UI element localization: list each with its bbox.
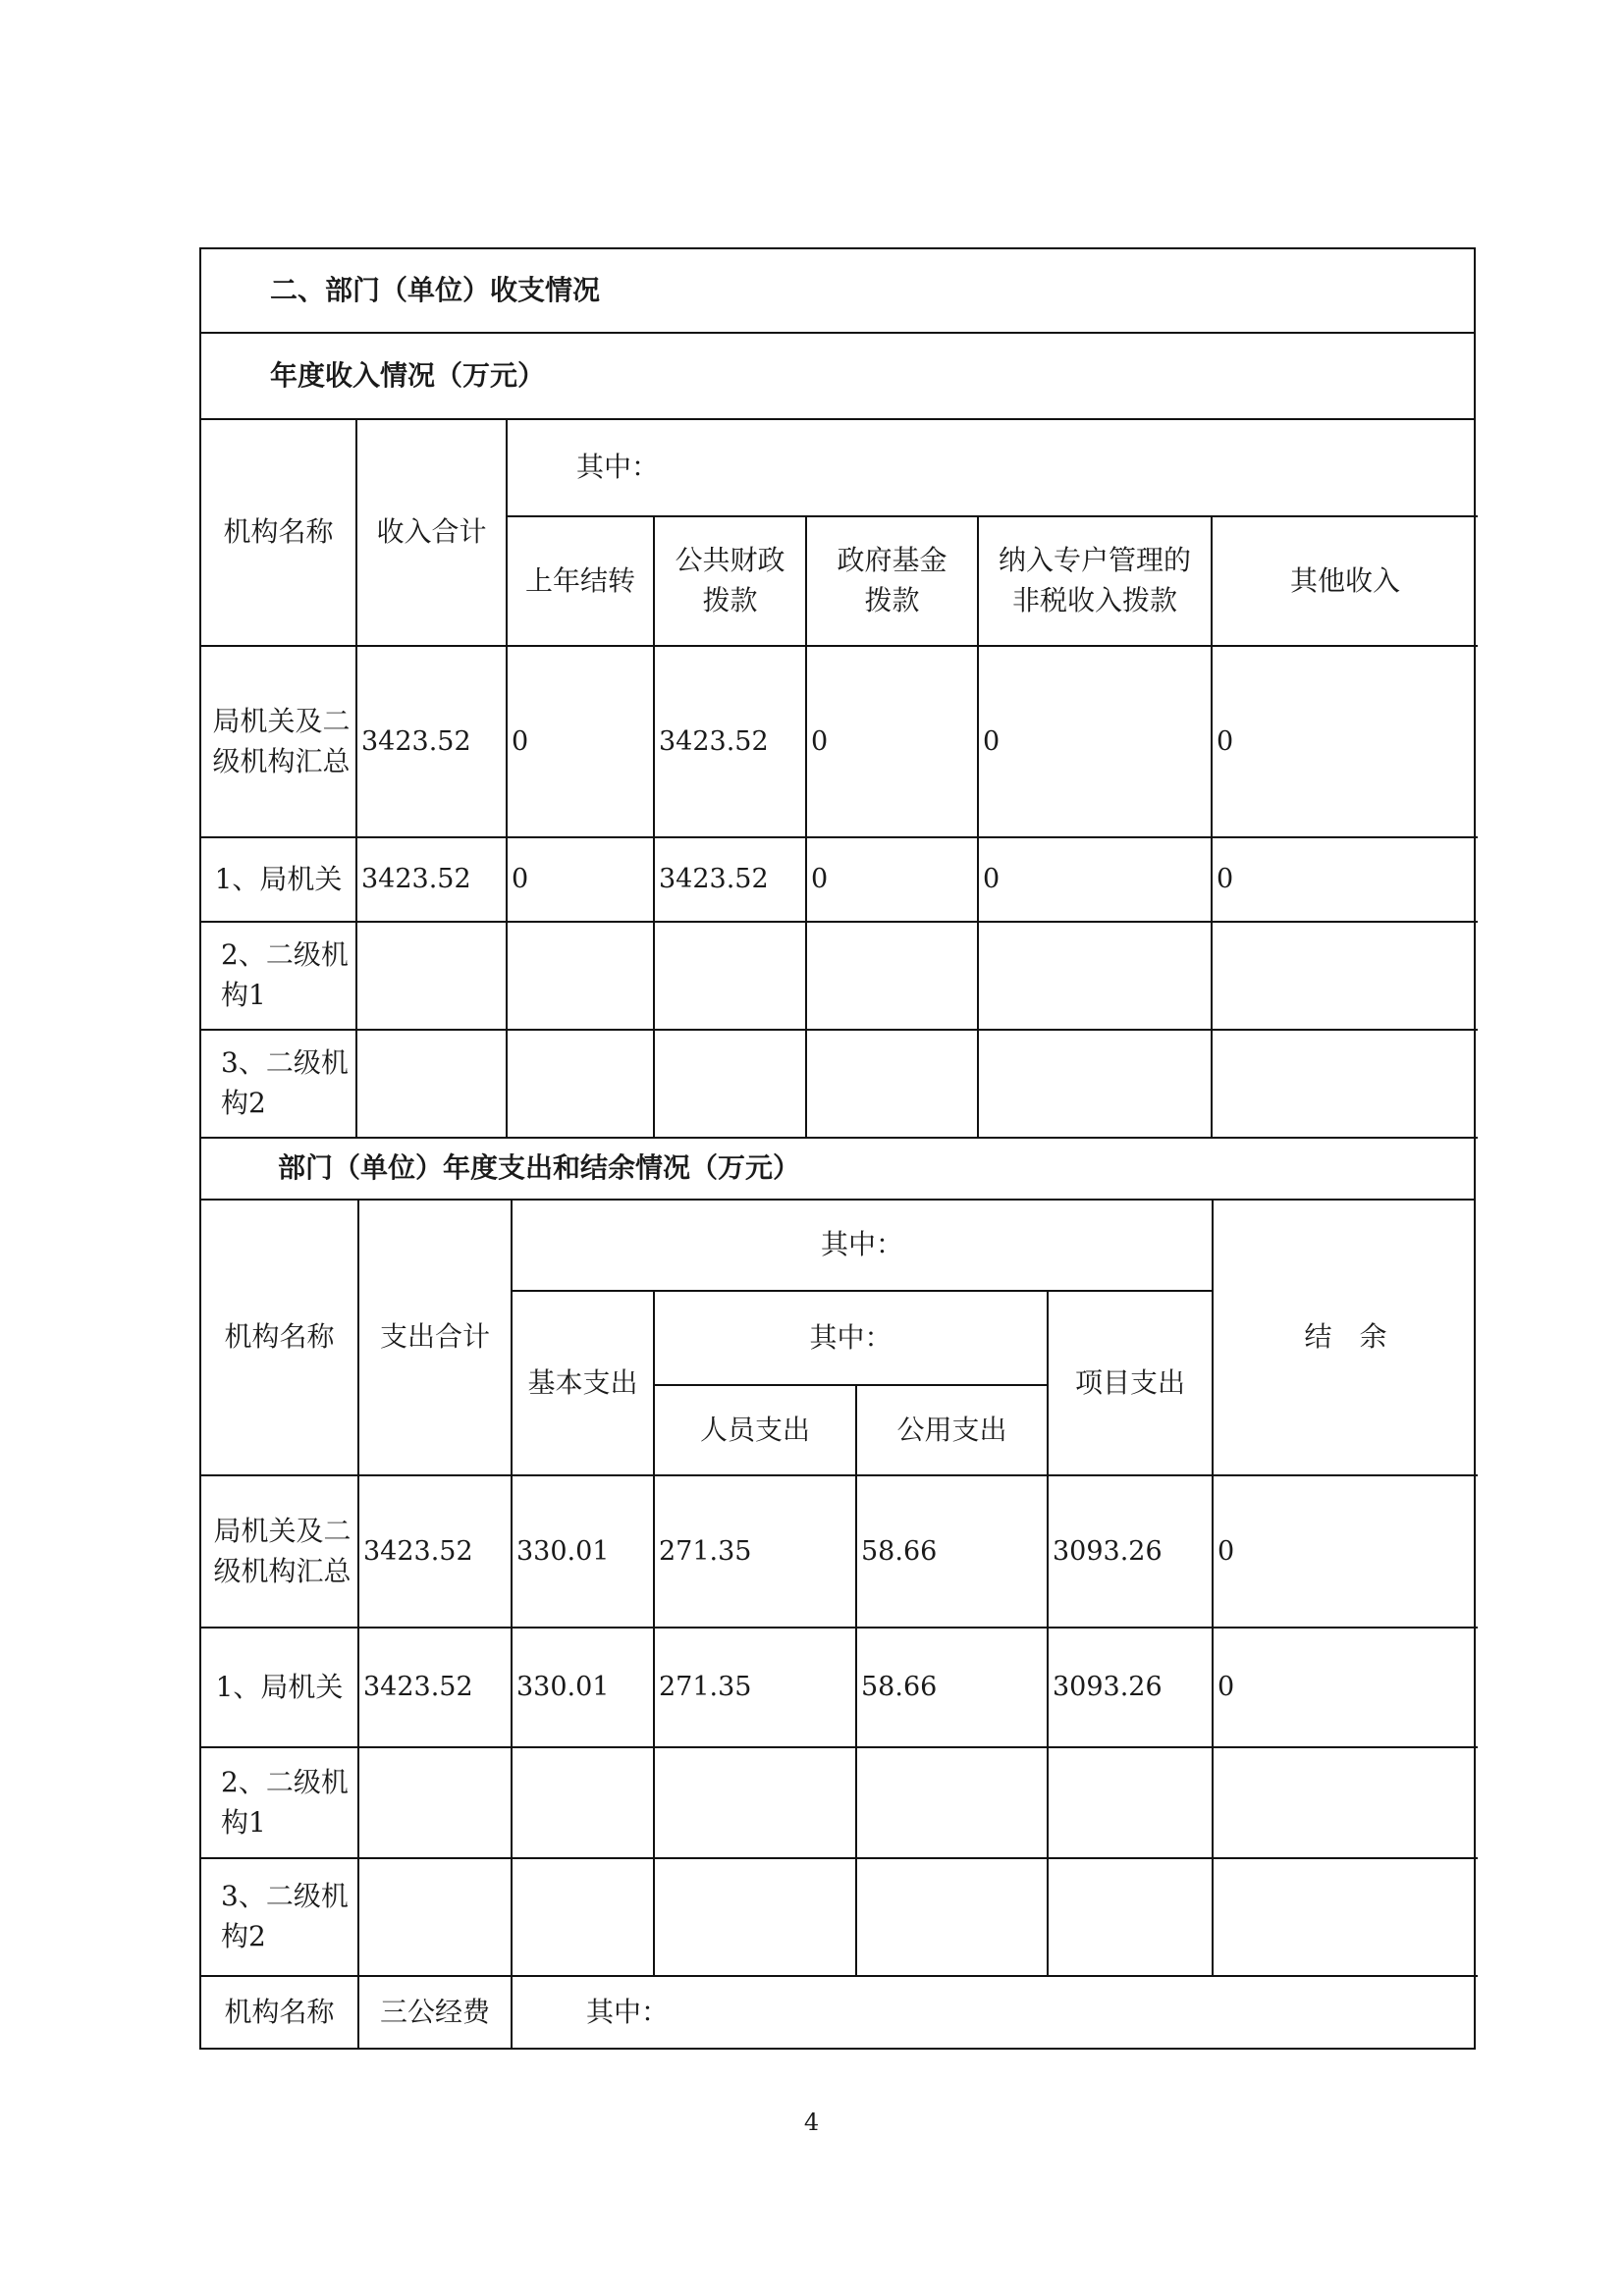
income-row-carryover: 0 xyxy=(507,837,654,922)
expense-col-of-which-2: 其中： xyxy=(654,1291,1048,1385)
expense-row-total: 3423.52 xyxy=(358,1475,512,1628)
expense-row-basic xyxy=(512,1858,654,1976)
income-col-org: 机构名称 xyxy=(201,420,356,646)
expense-row-personnel xyxy=(654,1747,856,1858)
section-title: 二、部门（单位）收支情况 xyxy=(201,249,1474,333)
section-title-table xyxy=(201,249,1474,420)
expense-row-total xyxy=(358,1747,512,1858)
expense-row-balance: 0 xyxy=(1213,1628,1478,1747)
table-row xyxy=(201,922,1478,1030)
income-row-gov-fund: 0 xyxy=(806,837,978,922)
table-row xyxy=(201,1747,1478,1858)
expense-col-total: 支出合计 xyxy=(358,1201,512,1475)
expense-row-name: 3、二级机构2 xyxy=(201,1858,358,1976)
expense-row-project: 3093.26 xyxy=(1048,1475,1213,1628)
expense-row-name: 局机关及二级机构汇总 xyxy=(201,1475,358,1628)
expense-row-basic xyxy=(512,1747,654,1858)
expense-row-public xyxy=(856,1858,1048,1976)
income-row-nontax xyxy=(978,1030,1212,1138)
income-title: 年度收入情况（万元） xyxy=(201,333,1474,419)
income-subcol-carryover: 上年结转 xyxy=(507,516,654,646)
income-col-of-which: 其中： xyxy=(507,420,1478,516)
expense-row-name: 2、二级机构1 xyxy=(201,1747,358,1858)
expense-row-public xyxy=(856,1747,1048,1858)
expense-title: 部门（单位）年度支出和结余情况（万元） xyxy=(201,1139,1474,1200)
income-row-name: 2、二级机构1 xyxy=(201,922,356,1030)
income-row-carryover: 0 xyxy=(507,646,654,837)
income-row-total: 3423.52 xyxy=(356,646,507,837)
income-row-total xyxy=(356,922,507,1030)
income-row-gov-fund: 0 xyxy=(806,646,978,837)
expense-title-table xyxy=(201,1139,1474,1201)
expense-row-balance: 0 xyxy=(1213,1475,1478,1628)
income-row-gov-fund xyxy=(806,922,978,1030)
income-row-public-finance xyxy=(654,922,806,1030)
income-row-other: 0 xyxy=(1212,837,1478,922)
sangong-table xyxy=(201,1977,1478,2048)
expense-col-public: 公用支出 xyxy=(856,1385,1048,1475)
income-subcol-other: 其他收入 xyxy=(1212,516,1478,646)
income-row-total xyxy=(356,1030,507,1138)
income-row-other: 0 xyxy=(1212,646,1478,837)
table-row xyxy=(201,1030,1478,1138)
expense-row-balance xyxy=(1213,1747,1478,1858)
expense-col-personnel: 人员支出 xyxy=(654,1385,856,1475)
expense-col-basic: 基本支出 xyxy=(512,1291,654,1475)
sangong-col-of-which: 其中： xyxy=(512,1977,1478,2048)
expense-row-public: 58.66 xyxy=(856,1475,1048,1628)
expense-row-project: 3093.26 xyxy=(1048,1628,1213,1747)
income-row-name: 3、二级机构2 xyxy=(201,1030,356,1138)
table-row xyxy=(201,1628,1478,1747)
expense-row-project xyxy=(1048,1858,1213,1976)
income-row-carryover xyxy=(507,1030,654,1138)
income-row-nontax: 0 xyxy=(978,837,1212,922)
expense-col-org: 机构名称 xyxy=(201,1201,358,1475)
income-row-total: 3423.52 xyxy=(356,837,507,922)
income-row-carryover xyxy=(507,922,654,1030)
expense-col-balance: 结 余 xyxy=(1213,1201,1478,1475)
expense-table xyxy=(201,1201,1478,1977)
sangong-col-org: 机构名称 xyxy=(201,1977,358,2048)
income-row-public-finance: 3423.52 xyxy=(654,837,806,922)
expense-row-personnel: 271.35 xyxy=(654,1628,856,1747)
income-row-other xyxy=(1212,922,1478,1030)
expense-row-name: 1、局机关 xyxy=(201,1628,358,1747)
table-row xyxy=(201,1858,1478,1976)
income-row-gov-fund xyxy=(806,1030,978,1138)
page-number: 4 xyxy=(803,2109,820,2136)
income-row-other xyxy=(1212,1030,1478,1138)
income-row-nontax xyxy=(978,922,1212,1030)
table-row xyxy=(201,1475,1478,1628)
expense-row-total: 3423.52 xyxy=(358,1628,512,1747)
income-row-public-finance: 3423.52 xyxy=(654,646,806,837)
expense-col-project: 项目支出 xyxy=(1048,1291,1213,1475)
income-subcol-public-finance: 公共财政拨款 xyxy=(654,516,806,646)
income-row-public-finance xyxy=(654,1030,806,1138)
expense-row-basic: 330.01 xyxy=(512,1475,654,1628)
budget-form xyxy=(199,247,1476,2050)
expense-row-balance xyxy=(1213,1858,1478,1976)
income-row-name: 1、局机关 xyxy=(201,837,356,922)
table-row xyxy=(201,646,1478,837)
expense-row-personnel xyxy=(654,1858,856,1976)
table-row xyxy=(201,837,1478,922)
income-row-nontax: 0 xyxy=(978,646,1212,837)
expense-row-public: 58.66 xyxy=(856,1628,1048,1747)
income-col-total: 收入合计 xyxy=(356,420,507,646)
expense-col-of-which: 其中： xyxy=(512,1201,1213,1291)
expense-row-total xyxy=(358,1858,512,1976)
income-row-name: 局机关及二级机构汇总 xyxy=(201,646,356,837)
income-table xyxy=(201,420,1478,1139)
expense-row-personnel: 271.35 xyxy=(654,1475,856,1628)
expense-row-project xyxy=(1048,1747,1213,1858)
income-subcol-gov-fund: 政府基金拨款 xyxy=(806,516,978,646)
sangong-col-fee: 三公经费 xyxy=(358,1977,512,2048)
income-subcol-nontax: 纳入专户管理的非税收入拨款 xyxy=(978,516,1212,646)
expense-row-basic: 330.01 xyxy=(512,1628,654,1747)
